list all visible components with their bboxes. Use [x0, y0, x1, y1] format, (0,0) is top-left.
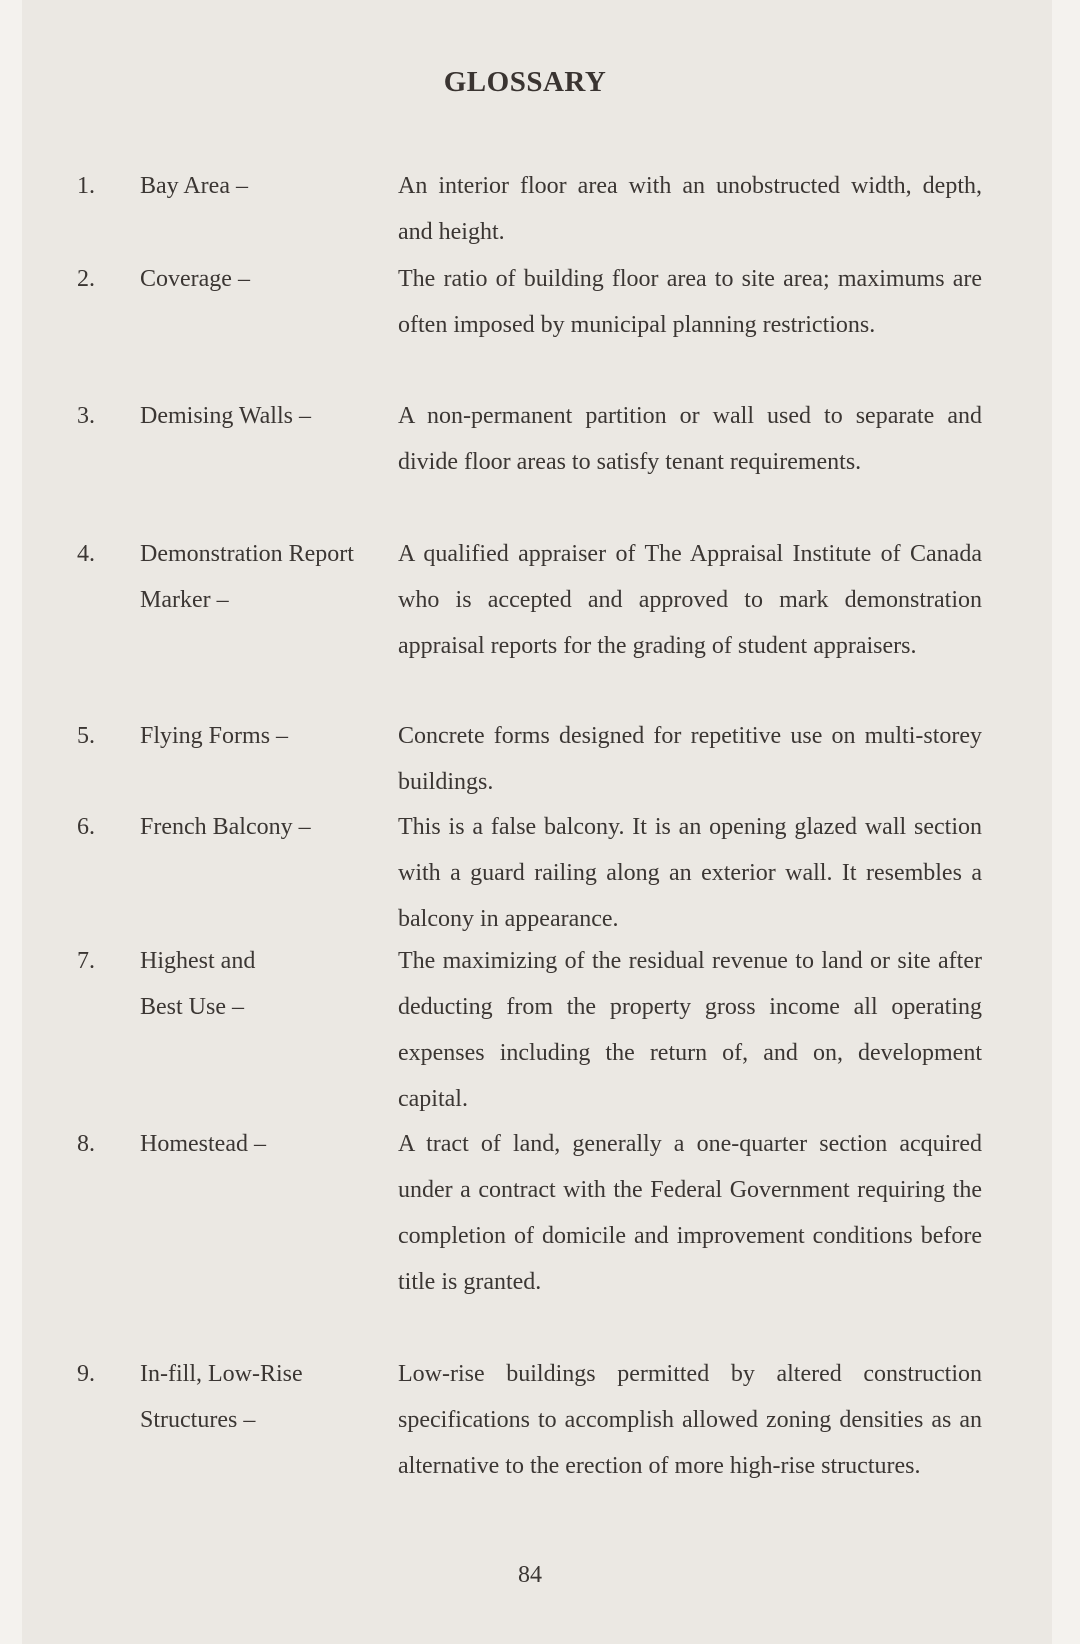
page-number: 84: [518, 1562, 542, 1588]
entry-number: 8.: [77, 1131, 95, 1157]
entry-term: Bay Area –: [140, 173, 248, 199]
entry-term: French Balcony –: [140, 814, 311, 840]
entry-term: In-fill, Low-Rise Structures –: [140, 1361, 303, 1433]
entry-term: Homestead –: [140, 1131, 266, 1157]
entry-number: 9.: [77, 1361, 95, 1387]
entry-number: 7.: [77, 948, 95, 974]
entry-definition: A qualified appraiser of The Appraisal Institute of Canada who is accepted and approved to mark demonstration appraisal reports for the grading of student appraisers.: [398, 541, 982, 659]
entry-definition: The ratio of building floor area to site area; maximums are often imposed by municipal planning restrictions.: [398, 266, 982, 338]
entry-number: 3.: [77, 403, 95, 429]
page-title: GLOSSARY: [443, 66, 607, 98]
entry-definition: Low-rise buildings permitted by altered construction specifications to accomplish allowed zoning densities as an alternative to the erection of more high-rise structures.: [398, 1361, 982, 1479]
entry-number: 1.: [77, 173, 95, 199]
entry-term: Demising Walls –: [140, 403, 311, 429]
entry-number: 2.: [77, 266, 95, 292]
entry-definition: The maximizing of the residual revenue to land or site after deducting from the property gross income all operating expenses including the return of, and on, development capital.: [398, 948, 982, 1112]
entry-term: Flying Forms –: [140, 723, 289, 749]
entry-term: Coverage –: [140, 266, 250, 292]
entry-term: Highest and Best Use –: [140, 948, 256, 1020]
entry-definition: A tract of land, generally a one-quarter section acquired under a contract with the Federal Government requiring the completion of domicile and improvement conditions before title is granted.: [398, 1131, 982, 1295]
entry-number: 5.: [77, 723, 95, 749]
entry-number: 6.: [77, 814, 95, 840]
entry-definition: A non-permanent partition or wall used to separate and divide floor areas to satisfy tenant requirements.: [398, 403, 982, 475]
entry-definition: An interior floor area with an unobstructed width, depth, and height.: [398, 173, 982, 245]
entry-number: 4.: [77, 541, 95, 567]
entry-definition: Concrete forms designed for repetitive use on multi-storey buildings.: [398, 723, 982, 795]
entry-term: Demonstration Report Marker –: [140, 541, 354, 613]
entry-definition: This is a false balcony. It is an opening glazed wall section with a guard railing along an exterior wall. It resembles a balcony in appearance.: [398, 814, 982, 932]
